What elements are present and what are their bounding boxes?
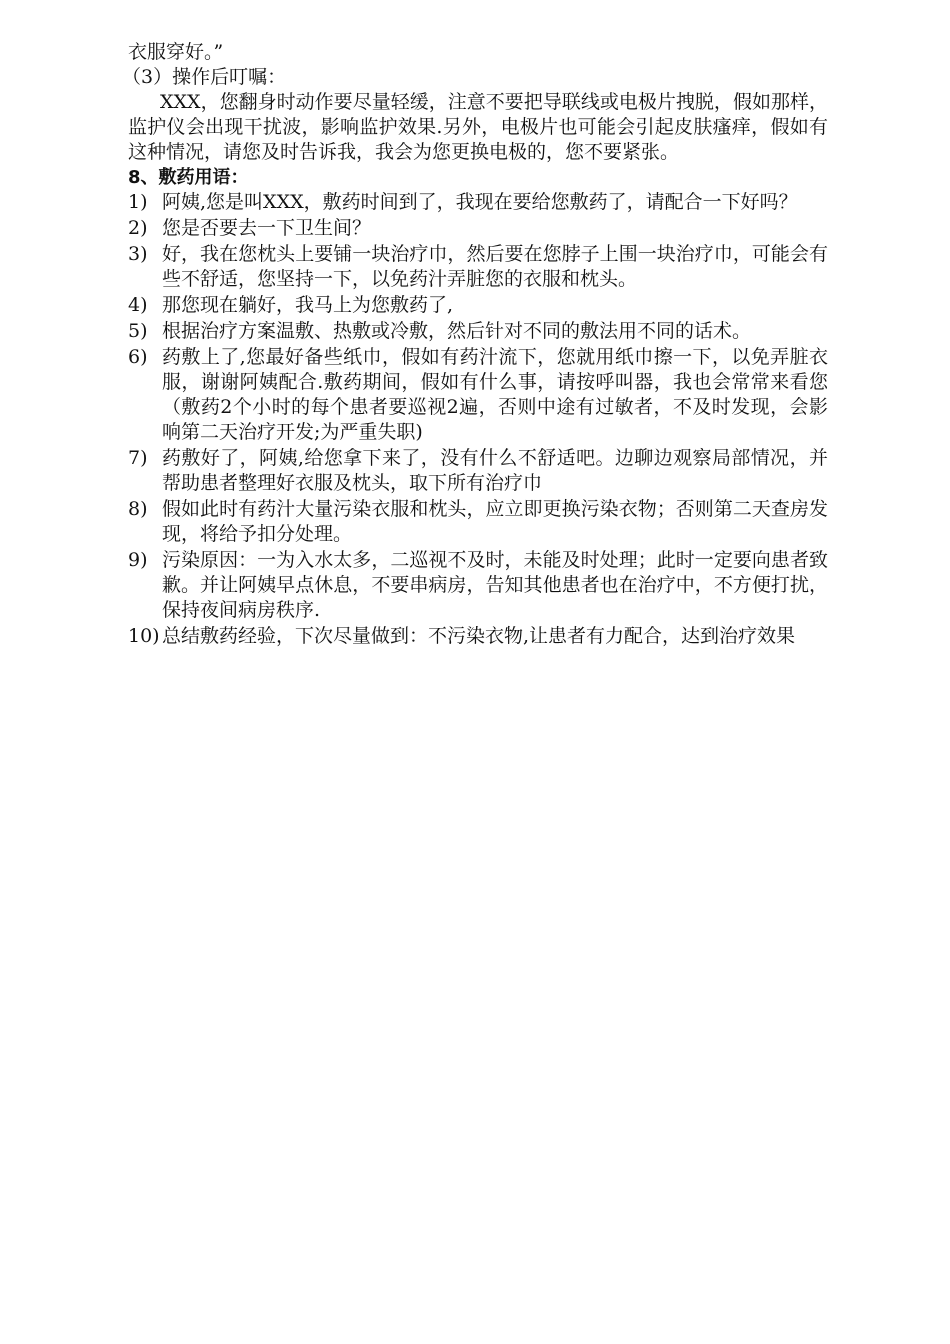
item-number: 2) <box>128 217 148 239</box>
item-text: 根据治疗方案温敷、热敷或冷敷，然后针对不同的敷法用不同的话术。 <box>162 320 752 342</box>
list-item <box>128 242 828 292</box>
list-item <box>128 446 828 496</box>
item-text: 您是否要去一下卫生间？ <box>162 217 372 239</box>
item-number: 10) <box>128 625 160 647</box>
item-text: 阿姨,您是叫XXX，敷药时间到了，我现在要给您敷药了，请配合一下好吗？ <box>162 191 798 213</box>
item-text: 污染原因：一为入水太多，二巡视不及时，未能及时处理；此时一定要向患者致歉。并让阿姨早点休息，不要串病房，告知其他患者也在治疗中，不方便打扰，保持夜间病房秩序. <box>162 549 828 621</box>
item-text: 药敷上了,您最好备些纸巾，假如有药汁流下，您就用纸巾擦一下，以免弄脏衣服，谢谢阿姨配合.敷药期间，假如有什么事，请按呼叫器，我也会常常来看您（敷药2个小时的每个患者要巡视2遍，否则中途有过敏者，不及时发现，会影响第二天治疗开发;为严重失职) <box>162 346 828 443</box>
item-text: 药敷好了，阿姨,给您拿下来了，没有什么不舒适吧。边聊边观察局部情况，并帮助患者整理好衣服及枕头，取下所有治疗巾 <box>162 447 828 494</box>
item-text: 那您现在躺好，我马上为您敷药了, <box>162 294 454 316</box>
item-text: 好，我在您枕头上要铺一块治疗巾，然后要在您脖子上围一块治疗巾，可能会有些不舒适，您坚持一下，以免药汁弄脏您的衣服和枕头。 <box>162 243 828 290</box>
sub-heading: （3）操作后叮嘱： <box>122 66 287 88</box>
item-number: 9) <box>128 549 148 571</box>
list-item <box>128 216 828 241</box>
list-item <box>128 624 828 649</box>
list-item <box>128 293 828 318</box>
list-item <box>128 497 828 547</box>
list-item <box>128 345 828 445</box>
section-heading: 8、敷药用语： <box>128 167 249 188</box>
list-item <box>128 319 828 344</box>
list-item <box>128 190 828 215</box>
script-list <box>128 190 828 649</box>
item-text: 假如此时有药汁大量污染衣服和枕头，应立即更换污染衣物；否则第二天查房发现，将给予扣分处理。 <box>162 498 828 545</box>
list-item <box>128 548 828 623</box>
continuation-line: 衣服穿好。” <box>128 41 224 63</box>
item-number: 3) <box>128 243 148 265</box>
item-text: 总结敷药经验，下次尽量做到：不污染衣物,让患者有力配合，达到治疗效果 <box>162 625 796 647</box>
item-number: 8) <box>128 498 148 520</box>
item-number: 6) <box>128 346 148 368</box>
item-number: 7) <box>128 447 148 469</box>
item-number: 5) <box>128 320 148 342</box>
document-page <box>122 40 828 650</box>
item-number: 1) <box>128 191 148 213</box>
item-number: 4) <box>128 294 148 316</box>
instruction-paragraph: XXX，您翻身时动作要尽量轻缓，注意不要把导联线或电极片拽脱，假如那样，监护仪会出现干扰波，影响监护效果.另外，电极片也可能会引起皮肤瘙痒，假如有这种情况，请您及时告诉我，我会为您更换电极的，您不要紧张。 <box>128 91 828 163</box>
